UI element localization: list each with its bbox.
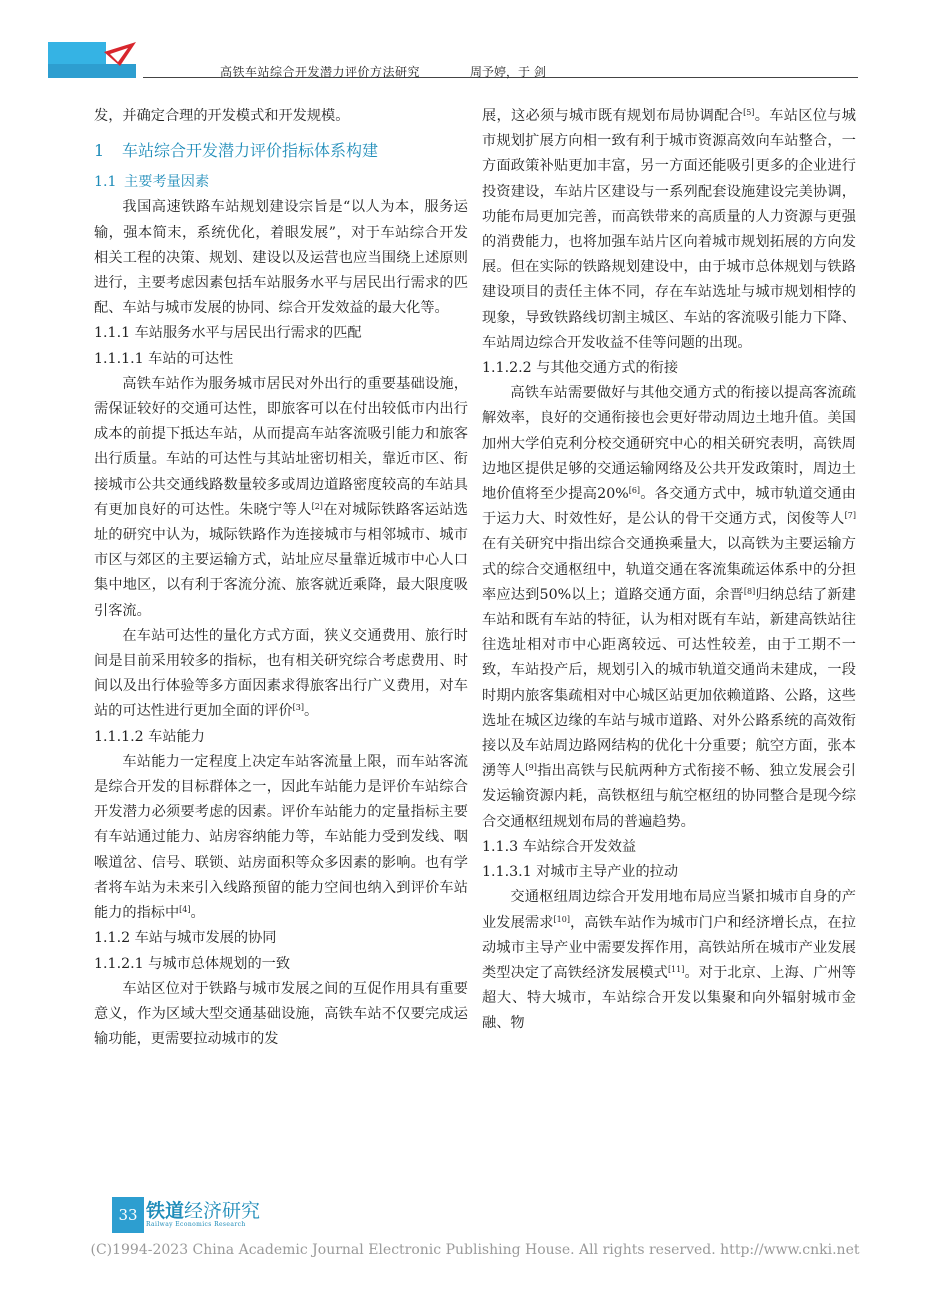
subsection-title: 主要考量因素: [124, 174, 210, 191]
page-number: 33: [112, 1197, 144, 1233]
paragraph: 发，并确定合理的开发模式和开发规模。: [94, 108, 350, 124]
citation-ref: [10]: [553, 914, 570, 924]
citation-ref: [2]: [311, 501, 323, 511]
citation-ref: [3]: [292, 703, 304, 713]
subsection-number: 1.1: [94, 174, 117, 191]
subsection-heading: [94, 170, 468, 195]
journal-brand: [146, 1196, 260, 1232]
subsubsection-heading: 1.1.2.2 与其他交通方式的衔接: [482, 360, 679, 377]
citation-ref: [5]: [743, 108, 755, 117]
section-heading: [94, 137, 468, 165]
paragraph: 高铁车站需要做好与其他交通方式的衔接以提高客流疏解效率，良好的交通衔接也会更好带动周边土地升值。美国加州大学伯克利分校交通研究中心的相关研究表明，高铁周边地区提供足够的交通运输网络及公共开发政策时，周边土地价值将至少提高20%[6]。各交通方式中，城市轨道交通由于运力大、时效性好，是公认的骨干交通方式，闵俊等人[7]在有关研究中指出综合交通换乘量大，以高铁为主要运输方式的综合交通枢纽中，轨道交通在客流集疏运体系中的分担率应达到50%以上；道路交通方面，余晋[8]归纳总结了新建车站和既有车站的特征，认为相对既有车站，新建高铁站往往选址相对市中心距离较远、可达性较差，由于工期不一致，车站投产后，规划引入的城市轨道交通尚未建成，一段时期内旅客集疏相对中心城区站更加依赖道路、公路，这些选址在城区边缘的车站与城市道路、对外公路系统的高效衔接以及车站周边路网结构的优化十分重要；航空方面，张本湧等人[9]指出高铁与民航两种方式衔接不畅、独立发展会引发运输资源内耗，高铁枢纽与航空枢纽的协同整合是现今综合交通枢纽规划布局的普遍趋势。: [482, 385, 856, 830]
journal-name: 经济研究: [184, 1200, 261, 1222]
citation-ref: [4]: [179, 905, 191, 915]
paragraph: 高铁车站作为服务城市居民对外出行的重要基础设施，需保证较好的交通可达性，即旅客可以在付出较低市内出行成本的前提下抵达车站，从而提高车站客流吸引能力和旅客出行质量。车站的可达性与其站址密切相关，靠近市区、衔接城市公共交通线路数量较多或周边道路密度较高的车站具有更加良好的可达性。朱晓宁等人[2]在对城际铁路客运站选址的研究中认为，城际铁路作为连接城市与相邻城市、城市市区与郊区的主要运输方式，站址应尽量靠近城市中心人口集中地区，以有利于客流分流、旅客就近乘降，最大限度吸引客流。: [94, 375, 468, 619]
citation-ref: [9]: [525, 763, 537, 773]
paragraph: 展，这必须与城市既有规划布局协调配合[5]。车站区位与城市规划扩展方向相一致有利于城市资源高效向车站整合，一方面政策补贴更加丰富，另一方面还能吸引更多的企业进行投资建设，车站片区建设与一系列配套设施建设完美协调，功能布局更加完善，而高铁带来的高质量的人力资源与更强的消费能力，也将加强车站片区向着城市规划拓展的方向发展。但在实际的铁路规划建设中，由于城市总体规划与铁路建设项目的责任主体不同，存在车站选址与城市规划相悖的现象，导致铁路线切割主城区、车站的客流吸引能力下降、车站周边综合开发收益不佳等问题的出现。: [482, 108, 856, 351]
left-column: [94, 104, 468, 1052]
subsubsection-heading: 1.1.1.2 车站能力: [94, 728, 205, 745]
subsubsection-heading: 1.1.1 车站服务水平与居民出行需求的匹配: [94, 325, 362, 342]
subsubsection-heading: 1.1.3.1 对城市主导产业的拉动: [482, 864, 679, 881]
citation-ref: [6]: [628, 486, 641, 496]
citation-ref: [8]: [743, 586, 756, 596]
citation-ref: [11]: [667, 964, 685, 974]
paragraph: 我国高速铁路车站规划建设宗旨是“以人为本，服务运输，强本简末，系统优化，着眼发展”，对于车站综合开发相关工程的决策、规划、建设以及运营也应当围绕上述原则进行，主要考虑因素包括车站服务水平与居民出行需求的匹配、车站与城市发展的协同、综合开发效益的最大化等。: [94, 199, 468, 317]
right-column: [482, 104, 856, 1037]
subsubsection-heading: 1.1.2.1 与城市总体规划的一致: [94, 955, 291, 972]
section-number: 1: [94, 141, 105, 161]
running-title: 高铁车站综合开发潜力评价方法研究: [220, 65, 421, 79]
citation-ref: [7]: [844, 511, 856, 521]
section-title: 车站综合开发潜力评价指标体系构建: [122, 141, 379, 161]
journal-name-bold: 铁道: [146, 1200, 185, 1222]
journal-name-english: Railway Economics Research: [146, 1221, 246, 1228]
paragraph: 交通枢纽周边综合开发用地布局应当紧扣城市自身的产业发展需求[10]，高铁车站作为城市门户和经济增长点，在拉动城市主导产业中需要发挥作用，高铁站所在城市产业发展类型决定了高铁经济发展模式[11]。对于北京、上海、广州等超大、特大城市，车站综合开发以集聚和向外辐射城市金融、物: [482, 889, 856, 1032]
paragraph: 车站区位对于铁路与城市发展之间的互促作用具有重要意义，作为区域大型交通基础设施，高铁车站不仅要完成运输功能，更需要拉动城市的发: [94, 980, 468, 1048]
running-authors: 周予婷，于 剑: [470, 65, 546, 79]
paragraph: 在车站可达性的量化方式方面，狭义交通费用、旅行时间是目前采用较多的指标，也有相关研究综合考虑费用、时间以及出行体验等多方面因素求得旅客出行广义费用，对车站的可达性进行更加全面的评价[3]。: [94, 627, 468, 720]
paragraph: 车站能力一定程度上决定车站客流量上限，而车站客流是综合开发的目标群体之一，因此车站能力是评价车站综合开发潜力必须要考虑的因素。评价车站能力的定量指标主要有车站通过能力、站房容纳能力等，车站能力受到发线、咽喉道岔、信号、联锁、站房面积等众多因素的影响。也有学者将车站为未来引入线路预留的能力空间也纳入到评价车站能力的指标中[4]。: [94, 753, 468, 922]
subsubsection-heading: 1.1.3 车站综合开发效益: [482, 838, 637, 855]
copyright-notice: (C)1994-2023 China Academic Journal Electronic Publishing House. All rights reserved. http://www.cnki.net: [90, 1242, 860, 1258]
subsubsection-heading: 1.1.2 车站与城市发展的协同: [94, 930, 277, 947]
journal-logo-icon: [48, 42, 136, 78]
subsubsection-heading: 1.1.1.1 车站的可达性: [94, 350, 234, 367]
